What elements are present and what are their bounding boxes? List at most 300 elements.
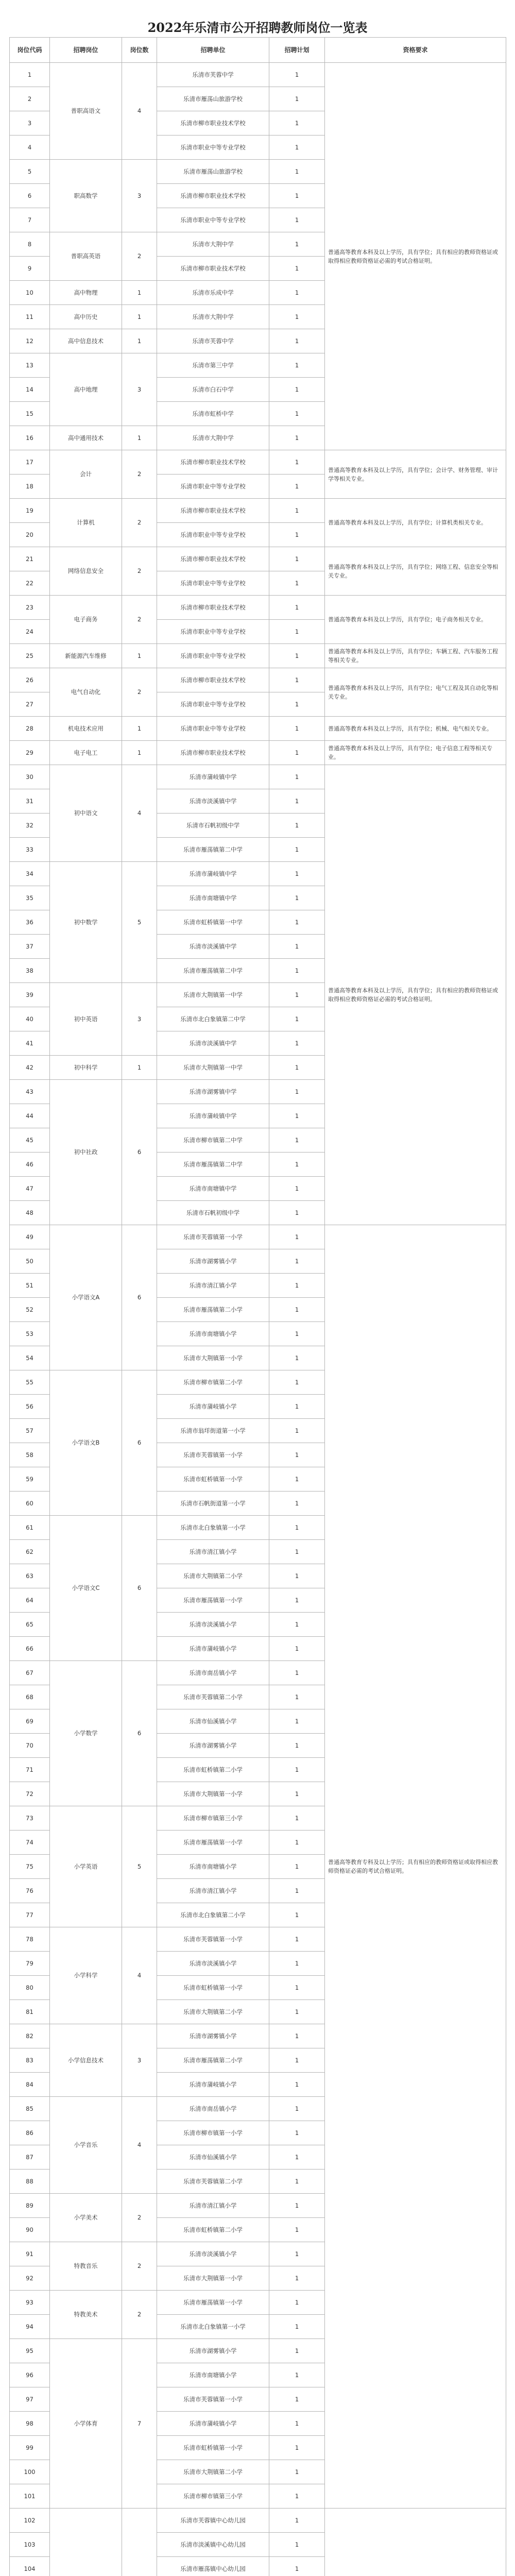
cell-code: 61 <box>10 1516 50 1540</box>
cell-unit: 乐清市清江镇小学 <box>157 2194 269 2218</box>
cell-code: 56 <box>10 1395 50 1419</box>
cell-unit: 乐清市石帆初级中学 <box>157 814 269 838</box>
cell-code: 46 <box>10 1153 50 1177</box>
cell-unit: 乐清市仙溪镇小学 <box>157 1709 269 1734</box>
cell-code: 48 <box>10 1201 50 1225</box>
table-row <box>10 596 506 620</box>
cell-code: 3 <box>10 111 50 135</box>
cell-plan: 1 <box>269 1443 325 1467</box>
cell-code: 26 <box>10 668 50 692</box>
cell-code: 72 <box>10 1782 50 1806</box>
cell-plan: 1 <box>269 789 325 814</box>
cell-plan: 1 <box>269 135 325 160</box>
cell-unit: 乐清市南塘镇中学 <box>157 886 269 910</box>
cell-unit: 乐清市芙蓉镇第一小学 <box>157 2387 269 2412</box>
cell-requirements: 普通高等教育本科及以上学历，具有学位；电子信息工程等相关专业。 <box>325 741 506 765</box>
cell-code: 85 <box>10 2097 50 2121</box>
cell-position-count: 1 <box>122 305 157 329</box>
header-position: 招聘岗位 <box>50 38 122 63</box>
cell-unit: 乐清市雁荡镇第二小学 <box>157 1298 269 1322</box>
table-row <box>10 741 506 765</box>
cell-position: 计算机 <box>50 499 122 547</box>
cell-position: 小学数学 <box>50 1661 122 1806</box>
cell-code: 66 <box>10 1637 50 1661</box>
cell-code: 13 <box>10 353 50 378</box>
cell-position <box>50 2509 122 2576</box>
cell-unit: 乐清市雁荡镇中心幼儿园 <box>157 2557 269 2576</box>
cell-position-count: 3 <box>122 160 157 232</box>
cell-unit: 乐清市柳市职业技术学校 <box>157 596 269 620</box>
cell-code: 87 <box>10 2145 50 2170</box>
cell-unit: 乐清市南塘镇中学 <box>157 1177 269 1201</box>
cell-position: 初中英语 <box>50 983 122 1056</box>
cell-plan: 1 <box>269 1370 325 1395</box>
cell-plan: 1 <box>269 1952 325 1976</box>
header-requirements: 资格要求 <box>325 38 506 63</box>
cell-code: 91 <box>10 2242 50 2266</box>
cell-code: 50 <box>10 1249 50 1274</box>
cell-plan: 1 <box>269 1685 325 1709</box>
cell-unit: 乐清市柳市镇第二中学 <box>157 1128 269 1153</box>
cell-code: 8 <box>10 232 50 257</box>
cell-unit: 乐清市第三中学 <box>157 353 269 378</box>
cell-unit: 乐清市柳市职业技术学校 <box>157 257 269 281</box>
cell-unit: 乐清市北白象镇第一小学 <box>157 1516 269 1540</box>
cell-code: 95 <box>10 2339 50 2363</box>
cell-code: 42 <box>10 1056 50 1080</box>
cell-code: 18 <box>10 474 50 499</box>
cell-position-count: 2 <box>122 547 157 596</box>
table-row <box>10 668 506 692</box>
cell-code: 16 <box>10 426 50 450</box>
cell-plan: 1 <box>269 1467 325 1492</box>
cell-plan: 1 <box>269 2218 325 2242</box>
cell-position: 特教美术 <box>50 2291 122 2339</box>
cell-unit: 乐清市湖雾镇中学 <box>157 1080 269 1104</box>
cell-position-count: 6 <box>122 1370 157 1516</box>
cell-plan: 1 <box>269 959 325 983</box>
cell-requirements: 普通高等教育本科及以上学历，具有学位；车辆工程、汽车服务工程等相关专业。 <box>325 644 506 668</box>
cell-plan: 1 <box>269 1831 325 1855</box>
table-body <box>10 63 506 2576</box>
cell-plan: 1 <box>269 1080 325 1104</box>
cell-plan: 1 <box>269 1274 325 1298</box>
cell-position-count: 6 <box>122 1080 157 1225</box>
cell-position-count: 1 <box>122 717 157 741</box>
cell-unit: 乐清市大荆镇第二小学 <box>157 1564 269 1588</box>
cell-code: 20 <box>10 523 50 547</box>
cell-position-count: 4 <box>122 63 157 160</box>
cell-position-count: 2 <box>122 232 157 281</box>
cell-plan: 1 <box>269 1056 325 1080</box>
cell-position: 机电技术应用 <box>50 717 122 741</box>
cell-code: 67 <box>10 1661 50 1685</box>
cell-code: 24 <box>10 620 50 644</box>
cell-unit: 乐清市雁荡镇第一小学 <box>157 1831 269 1855</box>
cell-code: 38 <box>10 959 50 983</box>
cell-position-count: 2 <box>122 499 157 547</box>
cell-plan: 1 <box>269 111 325 135</box>
cell-unit: 乐清市虹桥镇第二小学 <box>157 2218 269 2242</box>
cell-unit: 乐清市南岳镇小学 <box>157 1661 269 1685</box>
cell-plan: 1 <box>269 63 325 87</box>
cell-plan: 1 <box>269 450 325 474</box>
cell-position: 高中地理 <box>50 353 122 426</box>
cell-code: 37 <box>10 935 50 959</box>
cell-unit: 乐清市虹桥中学 <box>157 402 269 426</box>
cell-code: 21 <box>10 547 50 571</box>
cell-unit: 乐清市大荆中学 <box>157 305 269 329</box>
cell-code: 52 <box>10 1298 50 1322</box>
cell-unit: 乐清市雁荡镇第二中学 <box>157 1153 269 1177</box>
cell-position-count: 3 <box>122 2024 157 2097</box>
cell-plan: 1 <box>269 2170 325 2194</box>
cell-position-count: 1 <box>122 1056 157 1080</box>
cell-code: 97 <box>10 2387 50 2412</box>
cell-position-count: 2 <box>122 2194 157 2242</box>
cell-plan: 1 <box>269 1322 325 1346</box>
cell-position-count: 7 <box>122 2339 157 2509</box>
cell-plan: 1 <box>269 644 325 668</box>
cell-requirements: 普通高等教育本科及以上学历，具有学位；计算机类相关专业。 <box>325 499 506 547</box>
cell-plan: 1 <box>269 741 325 765</box>
cell-code: 99 <box>10 2436 50 2460</box>
cell-plan: 1 <box>269 305 325 329</box>
cell-code: 104 <box>10 2557 50 2576</box>
cell-code: 41 <box>10 1031 50 1056</box>
cell-plan: 1 <box>269 160 325 184</box>
cell-plan: 1 <box>269 983 325 1007</box>
cell-position: 小学语文C <box>50 1516 122 1661</box>
table-row <box>10 717 506 741</box>
cell-requirements: 普通高等教育本科及以上学历，具有学位；电气工程及其自动化等相关专业。 <box>325 668 506 717</box>
cell-code: 94 <box>10 2315 50 2339</box>
table-row <box>10 547 506 571</box>
cell-plan: 1 <box>269 1879 325 1903</box>
cell-plan: 1 <box>269 1782 325 1806</box>
cell-code: 62 <box>10 1540 50 1564</box>
cell-unit: 乐清市蒲岐镇小学 <box>157 2412 269 2436</box>
cell-code: 80 <box>10 1976 50 2000</box>
table-row <box>10 765 506 789</box>
cell-plan: 1 <box>269 378 325 402</box>
cell-plan: 1 <box>269 523 325 547</box>
cell-code: 100 <box>10 2460 50 2484</box>
cell-position: 电气自动化 <box>50 668 122 717</box>
cell-code: 45 <box>10 1128 50 1153</box>
cell-plan: 1 <box>269 2121 325 2145</box>
cell-unit: 乐清市雁荡镇第二中学 <box>157 959 269 983</box>
cell-requirements <box>325 2509 506 2576</box>
cell-unit: 乐清市芙蓉镇第一小学 <box>157 1927 269 1952</box>
cell-code: 36 <box>10 910 50 935</box>
cell-position-count: 5 <box>122 862 157 983</box>
cell-requirements: 普通高等教育本科及以上学历，具有学位；机械、电气相关专业。 <box>325 717 506 741</box>
cell-unit: 乐清市北白象镇第二小学 <box>157 1903 269 1927</box>
table-row <box>10 1225 506 1249</box>
cell-plan: 1 <box>269 1516 325 1540</box>
cell-position: 新能源汽车维修 <box>50 644 122 668</box>
cell-unit: 乐清市南岳镇小学 <box>157 2097 269 2121</box>
cell-unit: 乐清市淡溪镇中学 <box>157 1031 269 1056</box>
cell-plan: 1 <box>269 1661 325 1685</box>
cell-code: 76 <box>10 1879 50 1903</box>
page-title: 2022年乐清市公开招聘教师岗位一览表 <box>147 20 368 35</box>
cell-plan: 1 <box>269 1709 325 1734</box>
cell-position: 小学科学 <box>50 1927 122 2024</box>
cell-plan: 1 <box>269 1249 325 1274</box>
cell-plan: 1 <box>269 814 325 838</box>
cell-plan: 1 <box>269 717 325 741</box>
cell-unit: 乐清市大荆镇第一小学 <box>157 2266 269 2291</box>
cell-unit: 乐清市职业中等专业学校 <box>157 208 269 232</box>
cell-plan: 1 <box>269 1758 325 1782</box>
cell-unit: 乐清市职业中等专业学校 <box>157 474 269 499</box>
cell-unit: 乐清市虹桥镇第一中学 <box>157 910 269 935</box>
cell-unit: 乐清市蒲岐镇中学 <box>157 765 269 789</box>
cell-plan: 1 <box>269 692 325 717</box>
cell-plan: 1 <box>269 1492 325 1516</box>
cell-unit: 乐清市仙溪镇小学 <box>157 2145 269 2170</box>
cell-unit: 乐清市柳市职业技术学校 <box>157 668 269 692</box>
cell-position: 普职高英语 <box>50 232 122 281</box>
cell-unit: 乐清市北白象镇第一小学 <box>157 2315 269 2339</box>
cell-position: 初中社政 <box>50 1080 122 1225</box>
cell-unit: 乐清市虹桥镇第二小学 <box>157 1758 269 1782</box>
cell-code: 35 <box>10 886 50 910</box>
cell-unit: 乐清市芙蓉镇第一小学 <box>157 1225 269 1249</box>
cell-unit: 乐清市大荆中学 <box>157 426 269 450</box>
cell-unit: 乐清市淡溪镇小学 <box>157 1613 269 1637</box>
header-code: 岗位代码 <box>10 38 50 63</box>
table-row <box>10 450 506 474</box>
cell-position: 高中历史 <box>50 305 122 329</box>
cell-code: 11 <box>10 305 50 329</box>
cell-plan: 1 <box>269 329 325 353</box>
cell-unit: 乐清市雁荡镇第二中学 <box>157 838 269 862</box>
cell-code: 64 <box>10 1588 50 1613</box>
cell-plan: 1 <box>269 910 325 935</box>
cell-plan: 1 <box>269 2460 325 2484</box>
cell-code: 59 <box>10 1467 50 1492</box>
cell-unit: 乐清市大荆镇第一小学 <box>157 1782 269 1806</box>
cell-plan: 1 <box>269 862 325 886</box>
cell-code: 1 <box>10 63 50 87</box>
cell-plan: 1 <box>269 2291 325 2315</box>
cell-unit: 乐清市柳市职业技术学校 <box>157 450 269 474</box>
cell-position: 初中数学 <box>50 862 122 983</box>
cell-unit: 乐清市职业中等专业学校 <box>157 523 269 547</box>
cell-code: 30 <box>10 765 50 789</box>
cell-plan: 1 <box>269 232 325 257</box>
cell-unit: 乐清市芙蓉镇第一小学 <box>157 1443 269 1467</box>
cell-plan: 1 <box>269 1153 325 1177</box>
cell-position-count: 1 <box>122 741 157 765</box>
cell-unit: 乐清市柳市镇第二小学 <box>157 1370 269 1395</box>
cell-position: 小学音乐 <box>50 2097 122 2194</box>
cell-code: 101 <box>10 2484 50 2509</box>
cell-plan: 1 <box>269 1637 325 1661</box>
table-row <box>10 2509 506 2533</box>
cell-unit: 乐清市大荆镇第一中学 <box>157 1056 269 1080</box>
cell-plan: 1 <box>269 426 325 450</box>
cell-position-count: 3 <box>122 353 157 426</box>
cell-plan: 1 <box>269 2484 325 2509</box>
cell-unit: 乐清市职业中等专业学校 <box>157 620 269 644</box>
cell-unit: 乐清市雁荡山旅游学校 <box>157 160 269 184</box>
cell-plan: 1 <box>269 2533 325 2557</box>
table-row <box>10 63 506 87</box>
cell-plan: 1 <box>269 620 325 644</box>
cell-code: 90 <box>10 2218 50 2242</box>
cell-code: 32 <box>10 814 50 838</box>
cell-unit: 乐清市芙蓉镇中心幼儿园 <box>157 2509 269 2533</box>
cell-requirements: 普通高等教育本科及以上学历，具有学位；会计学、财务管理、审计学等相关专业。 <box>325 450 506 499</box>
cell-plan: 1 <box>269 1540 325 1564</box>
cell-position-count: 6 <box>122 1516 157 1661</box>
cell-unit: 乐清市白石中学 <box>157 378 269 402</box>
cell-plan: 1 <box>269 2557 325 2576</box>
cell-unit: 乐清市柳市镇第一小学 <box>157 2121 269 2145</box>
cell-code: 12 <box>10 329 50 353</box>
cell-plan: 1 <box>269 2363 325 2387</box>
cell-requirements: 普通高等教育本科及以上学历，具有学位；具有相应的教师资格证或取得相应教师资格证必需的考试合格证明。 <box>325 63 506 450</box>
cell-unit: 乐清市大荆镇第一中学 <box>157 983 269 1007</box>
cell-plan: 1 <box>269 1031 325 1056</box>
cell-position-count: 1 <box>122 281 157 305</box>
cell-code: 33 <box>10 838 50 862</box>
cell-position: 电子商务 <box>50 596 122 644</box>
cell-code: 92 <box>10 2266 50 2291</box>
cell-position-count <box>122 2509 157 2576</box>
cell-code: 39 <box>10 983 50 1007</box>
cell-plan: 1 <box>269 2509 325 2533</box>
cell-unit: 乐清市湖雾镇小学 <box>157 1249 269 1274</box>
cell-unit: 乐清市乐成中学 <box>157 281 269 305</box>
cell-unit: 乐清市石帆街道第一小学 <box>157 1492 269 1516</box>
cell-unit: 乐清市芙蓉镇第二小学 <box>157 2170 269 2194</box>
cell-position: 特教音乐 <box>50 2242 122 2291</box>
cell-unit: 乐清市柳市职业技术学校 <box>157 184 269 208</box>
cell-unit: 乐清市南塘镇小学 <box>157 1322 269 1346</box>
cell-code: 31 <box>10 789 50 814</box>
cell-position: 小学英语 <box>50 1806 122 1927</box>
cell-code: 65 <box>10 1613 50 1637</box>
cell-code: 82 <box>10 2024 50 2048</box>
cell-plan: 1 <box>269 1734 325 1758</box>
cell-plan: 1 <box>269 668 325 692</box>
cell-unit: 乐清市职业中等专业学校 <box>157 692 269 717</box>
cell-code: 83 <box>10 2048 50 2073</box>
cell-plan: 1 <box>269 1806 325 1831</box>
cell-code: 57 <box>10 1419 50 1443</box>
cell-code: 23 <box>10 596 50 620</box>
cell-position: 小学语文A <box>50 1225 122 1370</box>
cell-code: 68 <box>10 1685 50 1709</box>
cell-plan: 1 <box>269 1346 325 1370</box>
cell-code: 70 <box>10 1734 50 1758</box>
cell-position-count: 6 <box>122 1225 157 1370</box>
cell-code: 5 <box>10 160 50 184</box>
cell-plan: 1 <box>269 2315 325 2339</box>
cell-plan: 1 <box>269 935 325 959</box>
cell-plan: 1 <box>269 1104 325 1128</box>
cell-unit: 乐清市芙蓉镇第二小学 <box>157 1685 269 1709</box>
cell-plan: 1 <box>269 2412 325 2436</box>
cell-plan: 1 <box>269 1564 325 1588</box>
cell-code: 54 <box>10 1346 50 1370</box>
cell-position-count: 2 <box>122 2291 157 2339</box>
cell-position-count: 1 <box>122 644 157 668</box>
cell-plan: 1 <box>269 1588 325 1613</box>
cell-plan: 1 <box>269 2073 325 2097</box>
cell-plan: 1 <box>269 1927 325 1952</box>
cell-code: 47 <box>10 1177 50 1201</box>
cell-position: 会计 <box>50 450 122 499</box>
cell-unit: 乐清市淡溪镇中心幼儿园 <box>157 2533 269 2557</box>
cell-plan: 1 <box>269 1419 325 1443</box>
cell-unit: 乐清市淡溪镇中学 <box>157 789 269 814</box>
header-count: 岗位数 <box>122 38 157 63</box>
cell-unit: 乐清市芙蓉中学 <box>157 329 269 353</box>
cell-code: 75 <box>10 1855 50 1879</box>
cell-unit: 乐清市湖雾镇小学 <box>157 2339 269 2363</box>
table-row <box>10 499 506 523</box>
cell-code: 96 <box>10 2363 50 2387</box>
cell-unit: 乐清市职业中等专业学校 <box>157 644 269 668</box>
cell-unit: 乐清市蒲岐镇中学 <box>157 862 269 886</box>
cell-position: 高中物理 <box>50 281 122 305</box>
cell-plan: 1 <box>269 1177 325 1201</box>
cell-position-count: 4 <box>122 2097 157 2194</box>
cell-code: 55 <box>10 1370 50 1395</box>
cell-plan: 1 <box>269 402 325 426</box>
cell-code: 69 <box>10 1709 50 1734</box>
cell-code: 78 <box>10 1927 50 1952</box>
cell-unit: 乐清市柳市镇第三小学 <box>157 1806 269 1831</box>
cell-plan: 1 <box>269 2266 325 2291</box>
cell-requirements: 普通高等教育专科及以上学历；具有相应的教师资格证或取得相应教师资格证必需的考试合格证明。 <box>325 1225 506 2509</box>
cell-plan: 1 <box>269 2145 325 2170</box>
cell-unit: 乐清市柳市职业技术学校 <box>157 111 269 135</box>
cell-plan: 1 <box>269 1903 325 1927</box>
cell-code: 27 <box>10 692 50 717</box>
cell-code: 93 <box>10 2291 50 2315</box>
cell-plan: 1 <box>269 2242 325 2266</box>
cell-plan: 1 <box>269 596 325 620</box>
cell-position-count: 1 <box>122 329 157 353</box>
cell-unit: 乐清市职业中等专业学校 <box>157 717 269 741</box>
cell-plan: 1 <box>269 2097 325 2121</box>
cell-requirements: 普通高等教育本科及以上学历，具有学位；网络工程、信息安全等相关专业。 <box>325 547 506 596</box>
cell-unit: 乐清市雁荡镇第一小学 <box>157 2291 269 2315</box>
cell-plan: 1 <box>269 2024 325 2048</box>
cell-position: 职高数学 <box>50 160 122 232</box>
cell-position: 高中信息技术 <box>50 329 122 353</box>
cell-code: 77 <box>10 1903 50 1927</box>
cell-unit: 乐清市清江镇小学 <box>157 1879 269 1903</box>
cell-plan: 1 <box>269 1007 325 1031</box>
cell-position: 普职高语文 <box>50 63 122 160</box>
cell-code: 2 <box>10 87 50 111</box>
cell-unit: 乐清市南塘镇小学 <box>157 1855 269 1879</box>
cell-code: 74 <box>10 1831 50 1855</box>
cell-plan: 1 <box>269 2387 325 2412</box>
positions-table <box>9 37 506 2576</box>
cell-position: 小学体育 <box>50 2339 122 2509</box>
cell-code: 10 <box>10 281 50 305</box>
table-row <box>10 644 506 668</box>
